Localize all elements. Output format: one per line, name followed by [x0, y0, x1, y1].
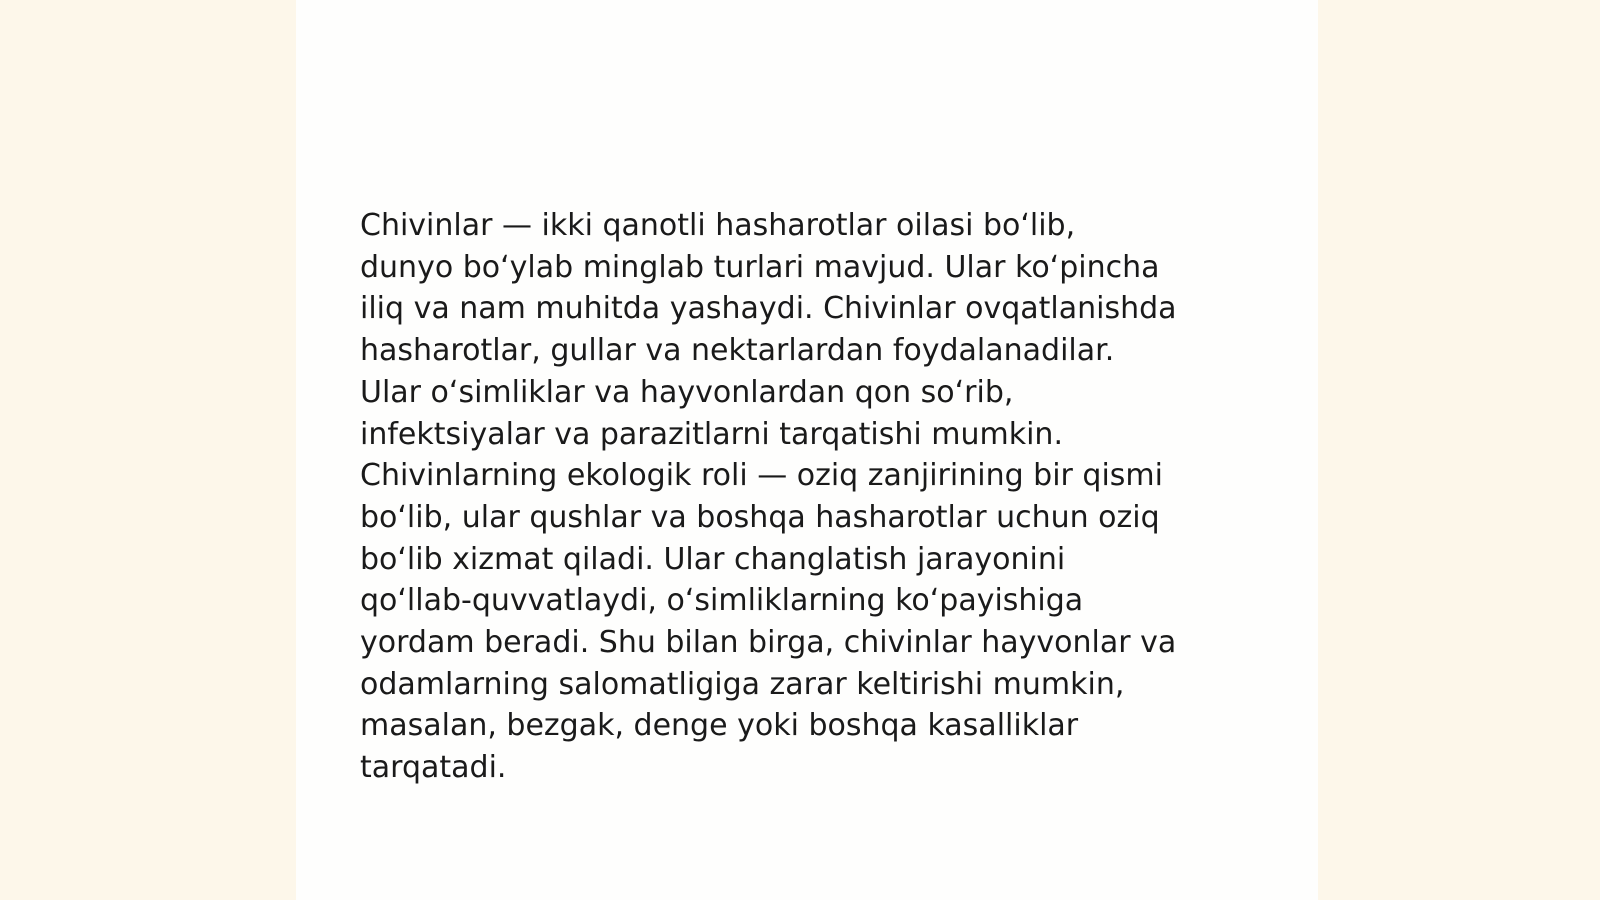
- document-page: [296, 0, 1318, 900]
- body-paragraph: Chivinlar — ikki qanotli hasharotlar oilasi bo‘lib, dunyo bo‘ylab minglab turlari mavjud. Ular ko‘pincha iliq va nam muhitda yashaydi. Chivinlar ovqatlanishda hasharotlar, gullar va nektarlardan foydalanadilar. Ular o‘simliklar va hayvonlardan qon so‘rib, infektsiyalar va parazitlarni tarqatishi mumkin. Chivinlarning ekologik roli — oziq zanjirining bir qismi bo‘lib, ular qushlar va boshqa hasharotlar uchun oziq bo‘lib xizmat qiladi. Ular changlatish jarayonini qo‘llab-quvvatlaydi, o‘simliklarning ko‘payishiga yordam beradi. Shu bilan birga, chivinlar hayvonlar va odamlarning salomatligiga zarar keltirishi mumkin, masalan, bezgak, denge yoki boshqa kasalliklar tarqatadi.: [360, 208, 1177, 786]
